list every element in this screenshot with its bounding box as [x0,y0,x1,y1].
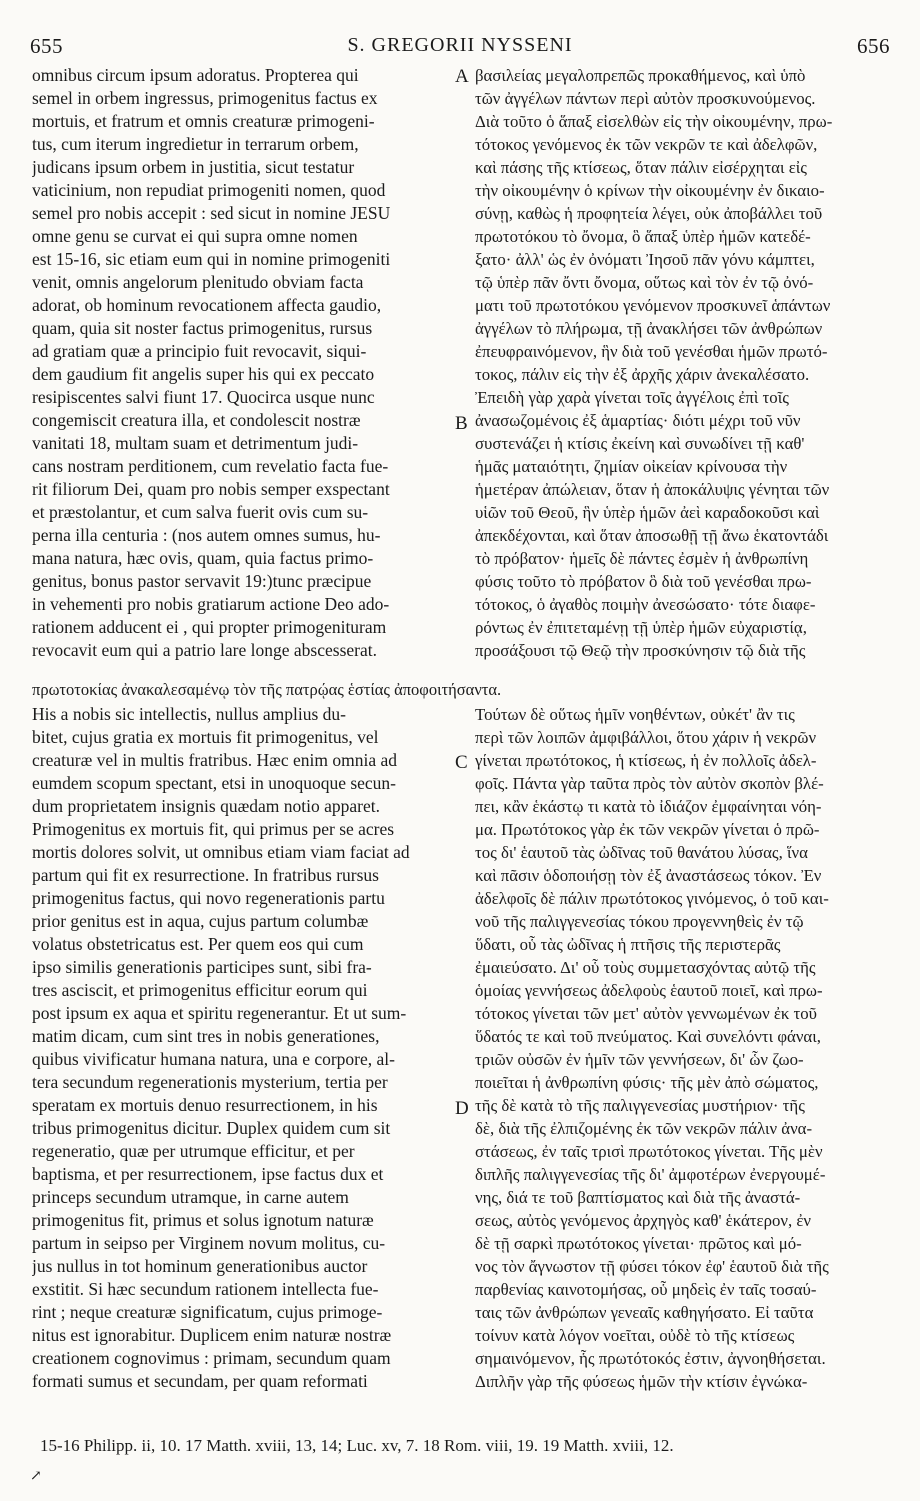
text-line: νης, διά τε τοῦ βαπτίσματος καὶ διὰ τῆς ἀναστά- [475,1188,801,1207]
text-line: exstitit. Si hæc secundum rationem intellecta fue- [32,1279,379,1299]
text-line: primogenitus factus, qui novo regenerationis partu [32,888,385,908]
text-line: φύσις τοῦτο τὸ πρόβατον ὃ διὰ τοῦ γενέσθαι πρω- [475,572,812,591]
text-line: ἀγγέλων τὸ πλήρωμα, τῇ ἀνακλήσει τῶν ἀνθρώπων [475,319,823,338]
text-line: rint ; neque creaturæ significatum, cujus primoge- [32,1302,383,1322]
text-line: partum in seipso per Virginem novum molitus, cu- [32,1233,386,1253]
text-line: in vehementi pro nobis gratiarum actione Deo ado- [32,594,390,614]
text-line: Διὰ τοῦτο ὁ ἅπαξ εἰσελθὼν εἰς τὴν οἰκουμένην, πρω- [475,112,833,131]
text-line: dum proprietatem insignis quædam notio apparet. [32,796,380,816]
text-line: omnibus circum ipsum adoratus. Propterea qui [32,65,359,85]
text-line: τριῶν οὐσῶν ἐν ἡμῖν τῶν γεννήσεων, δι' ὧν ζωο- [475,1050,804,1069]
text-line: γίνεται πρωτότοκος, ἡ κτίσεως, ἡ ἐν πολλοῖς ἀδελ- [475,751,817,770]
text-line: bitet, cujus gratia ex mortuis fit primogenitus, vel [32,727,379,747]
text-line: mortuis, et fratrum et omnis creaturæ primogeni- [32,111,375,131]
text-line: μα. Πρωτότοκος γὰρ ἐκ τῶν νεκρῶν γίνεται ὁ πρῶ- [475,820,820,839]
text-line: καὶ πάσης τῆς κτίσεως, ὅταν πάλιν εἰσέρχηται εἰς [475,158,807,177]
text-line: τότοκος γενόμενος ἐκ τῶν νεκρῶν τε καὶ ἀδελφῶν, [475,135,818,154]
text-line: congemiscit creatura illa, et condolescit nostræ [32,410,361,430]
text-line: τοκος, πάλιν εἰς τὴν ἐξ ἀρχῆς χάριν ἀνεκαλέσατο. [475,365,810,384]
page-mark: ↗ [30,1469,42,1484]
margin-letter-c: C [455,752,468,773]
text-line: παρθενίας καινοτομήσας, οὗ μηδεὶς ἐν ταῖς τοσαύ- [475,1280,817,1299]
text-line: τῶν ἀγγέλων πάντων περὶ αὐτὸν προσκυνούμενος. [475,89,816,108]
text-line: ρόντως ἐν ἐπιτεταμένῃ τῇ ὑπὲρ ἡμῶν εὐχαριστίᾳ, [475,618,807,637]
text-line: σεως, αὐτὸς γενόμενος ἀρχηγὸς καθ' ἑκάτερον, ἐν [475,1211,811,1230]
text-line: semel pro nobis accepit : sed sicut in nomine JESU [32,203,391,223]
text-line: creaturæ vel in multis fratribus. Hæc enim omnia ad [32,750,397,770]
text-line: rationem adducent ei , qui propter primogenituram [32,617,387,637]
text-line: φοῖς. Πάντα γὰρ ταῦτα πρὸς τὸν αὐτὸν σκοπὸν βλέ- [475,774,824,793]
text-line: Primogenitus ex mortuis fit, qui primus per se acres [32,819,395,839]
text-line: princeps secundum utramque, in carne autem [32,1187,349,1207]
text-line: genitus, bonus pastor servavit 19:)tunc præcipue [32,571,372,591]
text-line: σύνῃ, καθὼς ἡ προφητεία λέγει, οὐκ ἀποβάλλει τοῦ [475,204,823,223]
text-line: ὕδατι, οὗ τὰς ὠδῖνας ἡ πτῆσις τῆς περιστερᾶς [475,935,781,954]
text-line: et præstolantur, et cum salva fuerit ovis cum su- [32,502,369,522]
text-line: vanitati 18, multam suam et detrimentum judi- [32,433,359,453]
text-line: ἡμετέραν ἀπώλειαν, ὅταν ἡ ἀποκάλυψις γένηται τῶν [475,480,830,499]
text-line: resipiscentes salvi fiunt 17. Quocirca usque nunc [32,387,375,407]
text-line: νοῦ τῆς παλιγγενεσίας τόκου προγεννηθεὶς ἐν τῷ [475,912,804,931]
text-line: τῆς δὲ κατὰ τὸ τῆς παλιγγενεσίας μυστήριον· τῆς [475,1096,805,1115]
text-line: rit filiorum Dei, quam pro nobis semper exspectant [32,479,390,499]
text-line: τὴν οἰκουμένην ὁ κρίνων τὴν οἰκουμένην ἐν δικαιο- [475,181,825,200]
text-line: Τούτων δὲ οὕτως ἡμῖν νοηθέντων, οὐκέτ' ἂν τις [475,705,795,724]
text-line: regeneratio, quæ per utrumque efficitur, et per [32,1141,355,1161]
text-line: omne genu se curvat ei qui supra omne nomen [32,226,358,246]
text-line: tus, cum iterum ingredietur in terrarum orbem, [32,134,359,154]
text-line: υἱῶν τοῦ Θεοῦ, ἣν ὑπὲρ ἡμῶν ἀεὶ καραδοκοῦσι καὶ [475,503,820,522]
text-line: judicans ipsum orbem in justitia, sicut testatur [32,157,355,177]
text-line: tera secundum regenerationis mysterium, tertia per [32,1072,388,1092]
text-line: post ipsum ex aqua et spiritu regenerantur. Et ut sum- [32,1003,407,1023]
text-line: quibus vivificatur humana natura, una e corpore, al- [32,1049,395,1069]
text-line: πρωτοτόκου τὸ ὄνομα, ὃ ἅπαξ ὑπὲρ ἡμῶν κατεδέ- [475,227,811,246]
text-line: prior genitus est in aqua, cujus partum columbæ [32,911,369,931]
text-line: tribus primogenitus dicitur. Duplex quidem cum sit [32,1118,391,1138]
margin-letter-d: D [455,1098,469,1119]
text-line: mana natura, hæc ovis, quam, quia factus primo- [32,548,374,568]
running-header [28,34,892,64]
text-line: ματι τοῦ πρωτοτόκου γενόμενον προσκυνεῖ ἁπάντων [475,296,831,315]
text-line: creationem cognovimus : primam, secundum quam [32,1348,391,1368]
text-line: vaticinium, non repudiat primogeniti nomen, quod [32,180,386,200]
text-line: mortis dolores solvit, ut omnibus etiam viam faciat ad [32,842,410,862]
text-line: τότοκος γίνεται τῶν μετ' αὐτὸν γεννωμένων ἐκ τοῦ [475,1004,817,1023]
text-line: perna illa centuria : (nos autem omnes sumus, hu- [32,525,381,545]
text-line: primogenitus fit, primus et solus ignotum naturæ [32,1210,374,1230]
text-line: τοίνυν κατὰ λόγον νοεῖται, οὐδὲ τὸ τῆς κτίσεως [475,1326,795,1345]
text-line: formati sumus et secundam, per quam reformati [32,1371,368,1391]
text-line: περὶ τῶν λοιπῶν ἀμφιβάλλοι, ὅτου χάριν ἡ νεκρῶν [475,728,817,747]
greek-carry-line: πρωτοτοκίας ἀνακαλεσαμένῳ τὸν τῆς πατρῴας ἑστίας ἀποφοιτήσαντα. [32,680,502,699]
text-line: δὲ τῇ σαρκὶ πρωτότοκος γίνεται· πρῶτος καὶ μό- [475,1234,802,1253]
text-line: ἀπεκδέχονται, καὶ ὅταν ἀποσωθῇ τῇ ἄνω ἑκατοντάδι [475,526,829,545]
latin-column-top [32,64,448,662]
text-line: τότοκος, ὁ ἀγαθὸς ποιμὴν ἀνεσώσατο· τότε διαφε- [475,595,816,614]
latin-column-bottom [32,703,448,1393]
margin-letter-b: B [455,413,468,434]
text-line: πει, κἂν ἑκάστῳ τι κατὰ τὸ ἰδιάζον ἐμφαίνηται νόη- [475,797,822,816]
text-line: ποιεῖται ἡ ἀνθρωπίνη φύσις· τῆς μὲν ἀπὸ σώματος, [475,1073,819,1092]
text-line: quam, quia sit noster factus primogenitus, rursus [32,318,373,338]
text-line: semel in orbem ingressus, primogenitus factus ex [32,88,378,108]
footnotes: 15-16 Philipp. ii, 10. 17 Matth. xviii, 13, 14; Luc. xv, 7. 18 Rom. viii, 19. 19 Matth. xviii, 12. [40,1436,674,1455]
margin-letter-a: A [455,66,469,87]
text-line: tres asciscit, et primogenitus efficitur eorum qui [32,980,368,1000]
text-line: ξατο· ἀλλ' ὡς ἐν ὀνόματι Ἰησοῦ πᾶν γόνυ κάμπτει, [475,250,815,269]
text-line: τῷ ὑπὲρ πᾶν ὄντι ὄνομα, οὕτως καὶ τὸν ἐν τῷ ὀνό- [475,273,814,292]
text-line: βασιλείας μεγαλοπρεπῶς προκαθήμενος, καὶ ὑπὸ [475,66,806,85]
text-line: His a nobis sic intellectis, nullus amplius du- [32,704,347,724]
greek-column-bottom [475,703,890,1393]
text-line: καὶ πᾶσιν ὁδοποιήσῃ τὸν ἐξ ἀναστάσεως τόκον. Ἐν [475,866,822,885]
text-line: συστενάζει ἡ κτίσις ἐκείνη καὶ συνωδίνει τῇ καθ' [475,434,805,453]
text-line: matim dicam, cum sint tres in nobis generationes, [32,1026,380,1046]
right-page-number: 656 [857,34,890,58]
text-line: τος δι' ἑαυτοῦ τὰς ὠδῖνας τοῦ θανάτου λύσας, ἵνα [475,843,808,862]
text-line: volatus obstetricatus est. Per quem eos qui cum [32,934,364,954]
text-line: διπλῆς παλιγγενεσίας τῆς δι' ἀμφοτέρων ἐνεργουμέ- [475,1165,826,1184]
text-line: ipso similis generationis participes sunt, sibi fra- [32,957,372,977]
text-line: ἐμαιεύσατο. Δι' οὗ τοὺς συμμετασχόντας αὐτῷ τῆς [475,958,816,977]
text-line: nitus est ignorabitur. Duplicem enim naturæ nostræ [32,1325,392,1345]
text-line: eumdem scopum spectant, etsi in unoquoque secun- [32,773,397,793]
text-line: νος τὸν ἄγνωστον τῇ φύσει τόκον ἐφ' ἑαυτοῦ διὰ τῆς [475,1257,829,1276]
text-line: σημαινόμενον, ἧς πρωτότοκός ἐστιν, ἀγνοηθήσεται. [475,1349,826,1368]
left-page-number: 655 [30,34,63,58]
text-line: ὕδατός τε καὶ τοῦ πνεύματος. Καὶ συνελόντι φάναι, [475,1027,821,1046]
text-line: ad gratiam quæ a principio fuit revocavit, siqui- [32,341,367,361]
text-line: προσάξουσι τῷ Θεῷ τὴν προσκύνησιν τῷ διὰ τῆς [475,641,806,660]
text-line: στάσεως, ἐν ταῖς τρισὶ πρωτότοκος γίνεται. Τῆς μὲν [475,1142,823,1161]
text-line: partum qui fit ex resurrectione. In fratribus rursus [32,865,379,885]
text-line: jus nullus in tot hominum generationibus auctor [32,1256,368,1276]
text-line: est 15-16, sic etiam eum qui in nomine primogeniti [32,249,391,269]
text-line: revocavit eum qui a patrio lare longe abscesserat. [32,640,377,660]
text-line: ἀδελφοῖς δὲ πάλιν πρωτότοκος γινόμενος, ὁ τοῦ και- [475,889,829,908]
text-line: ὁμοίας γεννήσεως ἀδελφοὺς ἑαυτοῦ ποιεῖ, καὶ πρω- [475,981,823,1000]
text-line: Ἐπειδὴ γὰρ χαρὰ γίνεται τοῖς ἀγγέλοις ἐπὶ τοῖς [475,388,789,407]
text-line: δὲ, διὰ τῆς ἐλπιζομένης ἐκ τῶν νεκρῶν πάλιν ἀνα- [475,1119,813,1138]
text-line: ἡμᾶς ματαιότητι, ζημίαν οἰκείαν κρίνουσα τὴν [475,457,788,476]
text-line: τὸ πρόβατον· ἡμεῖς δὲ πάντες ἐσμὲν ἡ ἀνθρωπίνη [475,549,809,568]
text-line: cans nostram perditionem, cum revelatio facta fue- [32,456,389,476]
running-title: S. GREGORII NYSSENI [347,34,573,56]
text-line: ἀνασωζομένοις ἐξ ἁμαρτίας· διότι μέχρι τοῦ νῦν [475,411,801,430]
text-line: ἐπευφραινόμενον, ἣν διὰ τοῦ γενέσθαι ἡμῶν πρωτό- [475,342,828,361]
text-line: Διπλῆν γὰρ τῆς φύσεως ἡμῶν τὴν κτίσιν ἐγνώκα- [475,1372,808,1391]
greek-column-top [475,64,890,662]
text-line: ταις τῶν ἀνθρώπων γενεαῖς καθηγήσατο. Εἰ ταῦτα [475,1303,814,1322]
text-line: speratam ex mortuis denuo resurrectionem, in his [32,1095,378,1115]
text-line: venit, omnis angelorum plenitudo obviam facta [32,272,364,292]
text-line: adorat, ob hominum revocationem affecta gaudio, [32,295,382,315]
text-line: dem gaudium fit angelis super his qui ex peccato [32,364,375,384]
text-line: baptisma, et per resurrectionem, ipse factus dux et [32,1164,384,1184]
